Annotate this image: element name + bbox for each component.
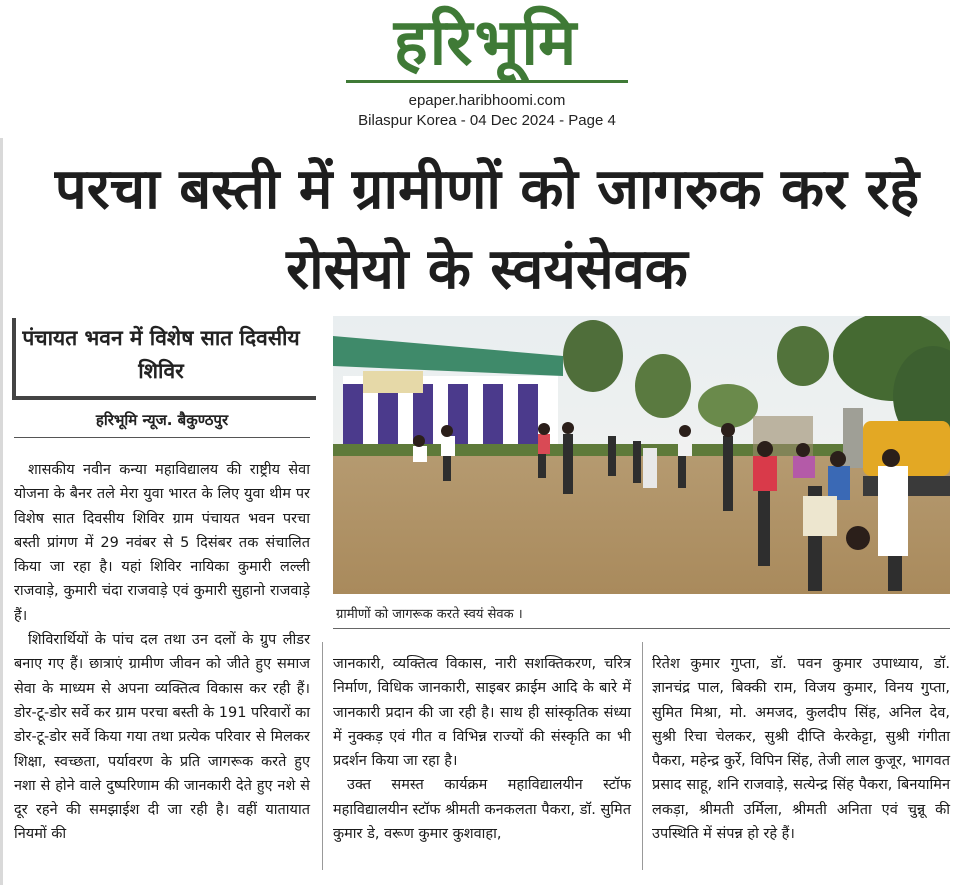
- paragraph: उक्त समस्त कार्यक्रम महाविद्यालयीन स्टॉफ महाविद्यालयीन स्टॉफ श्रीमती कनकलता पैकरा, डॉ. सुमित कुमार डे, वरूण कुमार कुशवाहा,: [333, 777, 631, 843]
- edition-info: Bilaspur Korea - 04 Dec 2024 - Page 4: [358, 112, 616, 129]
- clipping-edge: [0, 138, 3, 885]
- article-headline: परचा बस्ती में ग्रामीणों को जागरुक कर रहे रोसेयो के स्वयंसेवक: [54, 157, 920, 302]
- photo-caption: ग्रामीणों को जागरूक करते स्वयं सेवक ।: [336, 607, 523, 622]
- column-divider: [322, 642, 323, 870]
- site-url[interactable]: epaper.haribhoomi.com: [408, 92, 566, 109]
- paragraph: शिविरार्थियों के पांच दल तथा उन दलों के ग्रुप लीडर बनाए गए हैं। छात्राएं ग्रामीण जीवन को जीते हुए समाज सेवा के माध्यम से अपना व्यक्तित्व विकास कर रही हैं। डोर-टू-डोर सर्वे कर ग्राम परचा बस्ती के 191 परिवारों का डोर-टू-डोर सर्वे किया गया तथा प्रत्येक परिवार से मिलकर शिक्षा, स्वच्छता, पर्यावरण के प्रति जागरूक करते हुए नशा से होने वाले दुष्परिणाम की जानकारी देते हुए नशे से दूर रहने की समझाईश दी जा रही है। वहीं यातायात नियमों की: [14, 632, 310, 843]
- paragraph: शासकीय नवीन कन्या महाविद्यालय की राष्ट्रीय सेवा योजना के बैनर तले मेरा युवा भारत के लिए युवा थीम पर विशेष सात दिवसीय शिविर ग्राम पंचायत भवन परचा बस्ती प्रांगण में 29 नवंबर से 5 दिसंबर तक संचालित किया जा रहा है। यहां शिविर नायिका कुमारी लल्ली राजवाड़े, कुमारी चंदा राजवाड़े एवं कुमारी सुहानो राजवाड़े हैं।: [14, 462, 310, 624]
- article-byline: हरिभूमि न्यूज. बैकुण्ठपुर: [95, 411, 229, 429]
- logo-underline: [346, 80, 628, 83]
- article-column-2: [333, 652, 631, 846]
- column-divider: [642, 642, 643, 870]
- masthead: [0, 0, 974, 140]
- byline-divider: [14, 437, 310, 438]
- article-subhead: पंचायत भवन में विशेष सात दिवसीय शिविर: [22, 326, 300, 383]
- haribhoomi-logo[interactable]: हरिभूमि: [393, 6, 579, 80]
- caption-divider: [333, 628, 950, 629]
- article-photo: [333, 316, 950, 594]
- paragraph: जानकारी, व्यक्तित्व विकास, नारी सशक्तिकरण, चरित्र निर्माण, विधिक जानकारी, साइबर क्राईम आदि के बारे में जानकारी प्रदान की जा रही है। साथ ही सांस्कृतिक संध्या में नुक्कड़ एवं गीत व विभिन्न राज्यों की संस्कृति का भी प्रदर्शन किया जा रहा है।: [333, 656, 631, 770]
- article-column-3: [652, 652, 950, 846]
- article-column-1: [14, 458, 310, 847]
- paragraph: रितेश कुमार गुप्ता, डॉ. पवन कुमार उपाध्याय, डॉ. ज्ञानचंद्र पाल, बिक्की राम, विजय कुमार, विनय गुप्ता, सुमित मिश्रा, मो. अमजद, कुलदीप सिंह, अनिल देव, सुश्री रिचा चेलकर, सुश्री दीप्ति केरकेट्टा, सुश्री गंगीता पैकरा, महेन्द्र कुर्रे, विपिन सिंह, तेजी लाल कुजूर, भागवत प्रसाद साहू, शनि राजवाड़े, सत्येन्द्र सिंह पैकरा, बिनयामिन लकड़ा, श्रीमती उर्मिला, श्रीमती अनिता एवं चुन्नू की उपस्थिति में संपन्न हो रहे हैं।: [652, 656, 950, 843]
